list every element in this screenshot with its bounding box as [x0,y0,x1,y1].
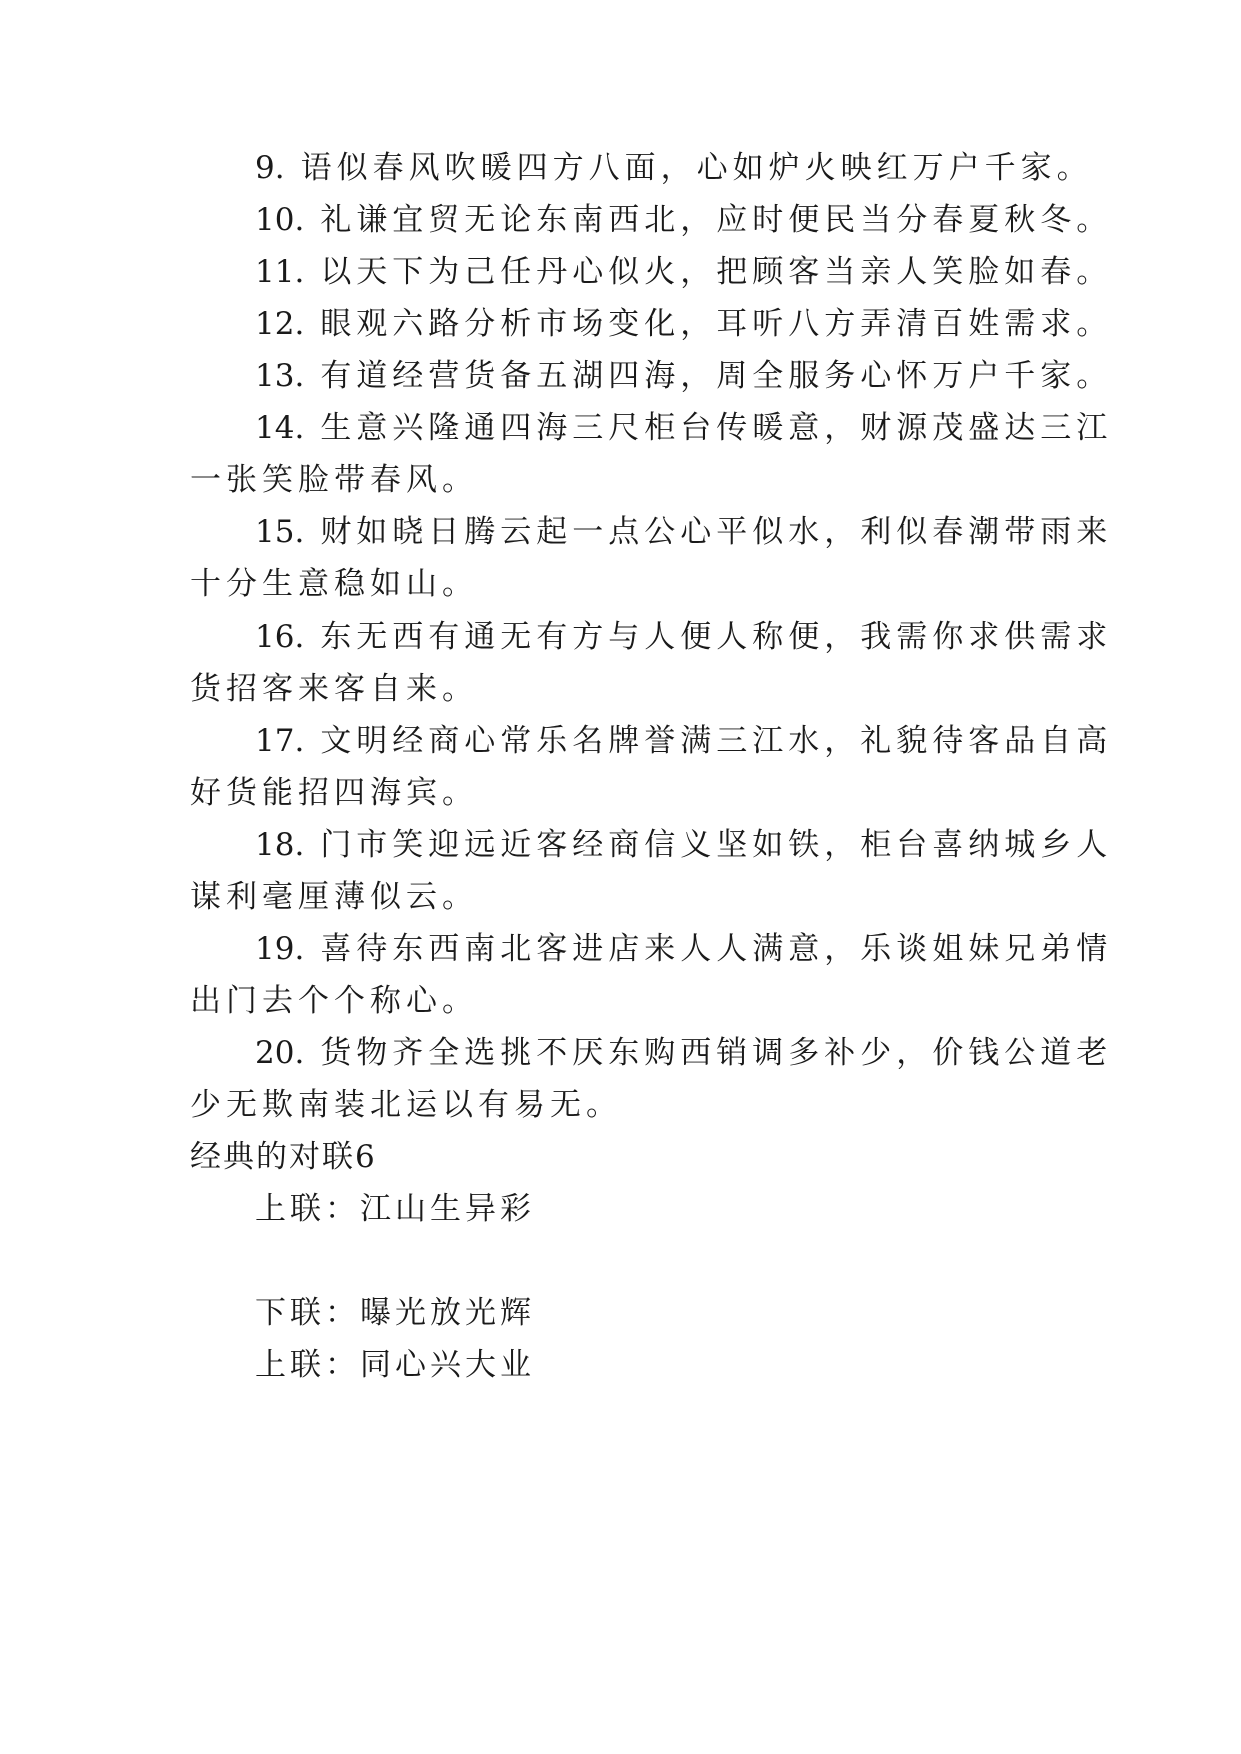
item-text: 以天下为己任丹心似火，把顾客当亲人笑脸如春。 [320,254,1113,290]
item-text: 门市笑迎远近客经商信义坚如铁，柜台喜纳城乡人 [320,827,1113,863]
item-number: 11. [255,254,305,290]
item-20-continuation: 少无欺南装北运以有易无。 [190,1087,622,1123]
item-16-continuation: 货招客来客自来。 [190,671,478,707]
item-number: 16. [255,619,305,655]
item-text: 生意兴隆通四海三尺柜台传暖意，财源茂盛达三江 [320,410,1113,446]
item-number: 17. [255,723,305,759]
item-15-continuation: 十分生意稳如山。 [190,566,478,602]
item-text: 有道经营货备五湖四海，周全服务心怀万户千家。 [320,358,1113,394]
item-10 [255,200,1112,240]
item-18 [255,825,1112,865]
item-number: 12. [255,306,305,342]
couplet-line: 上联：江山生异彩 [255,1191,535,1227]
item-number: 13. [255,358,305,394]
item-number: 9. [255,150,285,186]
item-9 [255,148,1093,188]
item-14-continuation: 一张笑脸带春风。 [190,462,478,498]
item-number: 10. [255,202,305,238]
item-number: 14. [255,410,305,446]
item-text: 礼谦宜贸无论东南西北，应时便民当分春夏秋冬。 [320,202,1113,238]
item-16 [255,617,1112,657]
couplet-line: 上联：同心兴大业 [255,1347,535,1383]
item-20 [255,1033,1112,1073]
item-14 [255,408,1112,448]
item-17-continuation: 好货能招四海宾。 [190,775,478,811]
item-15 [255,512,1112,552]
item-13 [255,356,1112,396]
item-text: 语似春风吹暖四方八面，心如炉火映红万户千家。 [300,150,1093,186]
item-text: 财如晓日腾云起一点公心平似水，利似春潮带雨来 [320,514,1113,550]
item-19 [255,929,1112,969]
item-number: 20. [255,1035,305,1071]
item-number: 18. [255,827,305,863]
item-11 [255,252,1112,292]
item-text: 文明经商心常乐名牌誉满三江水，礼貌待客品自高 [320,723,1113,759]
item-18-continuation: 谋利毫厘薄似云。 [190,879,478,915]
item-text: 喜待东西南北客进店来人人满意，乐谈姐妹兄弟情 [320,931,1113,967]
item-17 [255,721,1112,761]
item-12 [255,304,1112,344]
item-text: 东无西有通无有方与人便人称便，我需你求供需求 [320,619,1113,655]
couplet-line: 下联：曝光放光辉 [255,1295,535,1331]
item-text: 货物齐全选挑不厌东购西销调多补少，价钱公道老 [320,1035,1113,1071]
item-number: 19. [255,931,305,967]
item-19-continuation: 出门去个个称心。 [190,983,478,1019]
section-title: 经典的对联6 [190,1139,377,1175]
item-number: 15. [255,514,305,550]
item-text: 眼观六路分析市场变化，耳听八方弄清百姓需求。 [320,306,1113,342]
